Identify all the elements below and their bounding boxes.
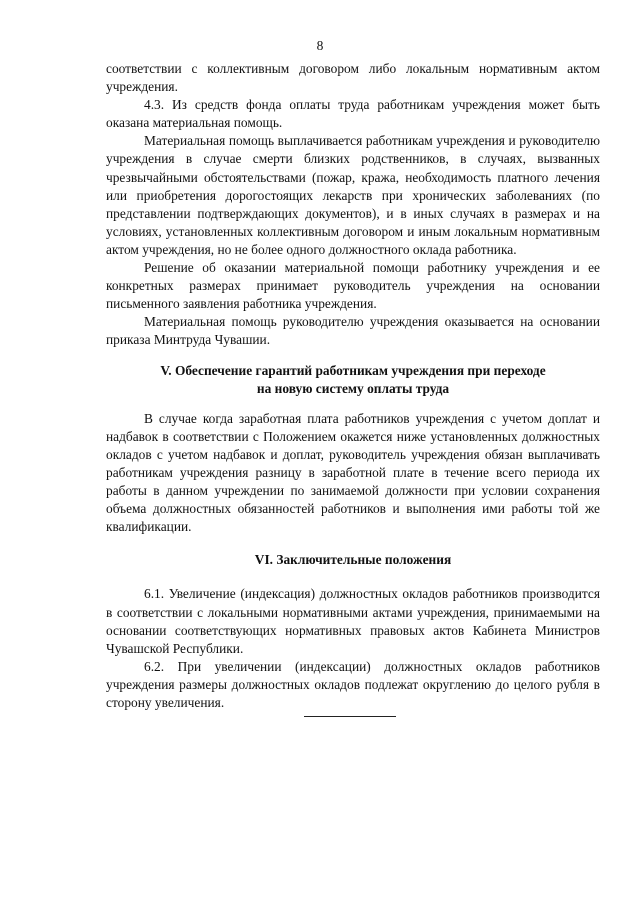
paragraph-6-1: 6.1. Увеличение (индексация) должностных окладов работников производится в соответствии с локальными нормативными актами учреждения, принимаемыми на основании соответствующих нормативных правовых актов Кабинета Министров Чувашской Республики. — [106, 586, 600, 656]
section-v-paragraph: В случае когда заработная плата работников учреждения с учетом доплат и надбавок в соответствии с Положением окажется ниже установленных должностных окладов с учетом надбавок и доплат, руководитель учреждения обязан выплачивать работникам учреждения разницу в заработной плате в течение всего периода их работы в данном учреждении по занимаемой должности при условии сохранения объема должностных обязанностей работников и выполнения ими работы той же квалификации. — [106, 410, 600, 535]
end-divider-line — [304, 716, 396, 717]
paragraph-aid-decision: Решение об оказании материальной помощи работнику учреждения и ее конкретных размерах принимает руководитель учреждения на основании письменного заявления работника учреждения. — [106, 260, 600, 312]
paragraph-4-3: 4.3. Из средств фонда оплаты труда работникам учреждения может быть оказана материальная помощь. — [106, 97, 600, 131]
spacer — [106, 569, 600, 585]
paragraph-continuation: соответствии с коллективным договором либо локальным нормативным актом учреждения. — [106, 61, 600, 95]
paragraph-aid-head: Материальная помощь руководителю учреждения оказывается на основании приказа Минтруда Чувашии. — [106, 314, 600, 348]
paragraph-6-2: 6.2. При увеличении (индексации) должностных окладов работников учреждения размеры должностных окладов подлежат округлению до целого рубля в сторону увеличения. — [106, 658, 600, 710]
section-v-heading-line2: на новую систему оплаты труда — [256, 380, 450, 396]
section-v-heading-line1: V. Обеспечение гарантий работникам учреждения при переходе — [160, 362, 546, 378]
section-vi-heading: VI. Заключительные положения — [254, 552, 452, 568]
spacer — [106, 536, 600, 551]
document-body — [106, 60, 600, 712]
paragraph-material-aid: Материальная помощь выплачивается работникам учреждения и руководителю учреждения в случае смерти близких родственников, в случаях, вызванных чрезвычайными обстоятельствами (пожар, кража, необходимость платного лечения или приобретения дорогостоящих лекарств при хронических заболеваниях (по представлении подтверждающих документов), и в иных случаях в размерах и на условиях, установленных коллективным договором и иным локальным нормативным актом учреждения, но не более одного должностного оклада работника. — [106, 133, 600, 257]
page-number: 8 — [316, 38, 324, 53]
spacer — [106, 398, 600, 410]
spacer — [106, 350, 600, 362]
